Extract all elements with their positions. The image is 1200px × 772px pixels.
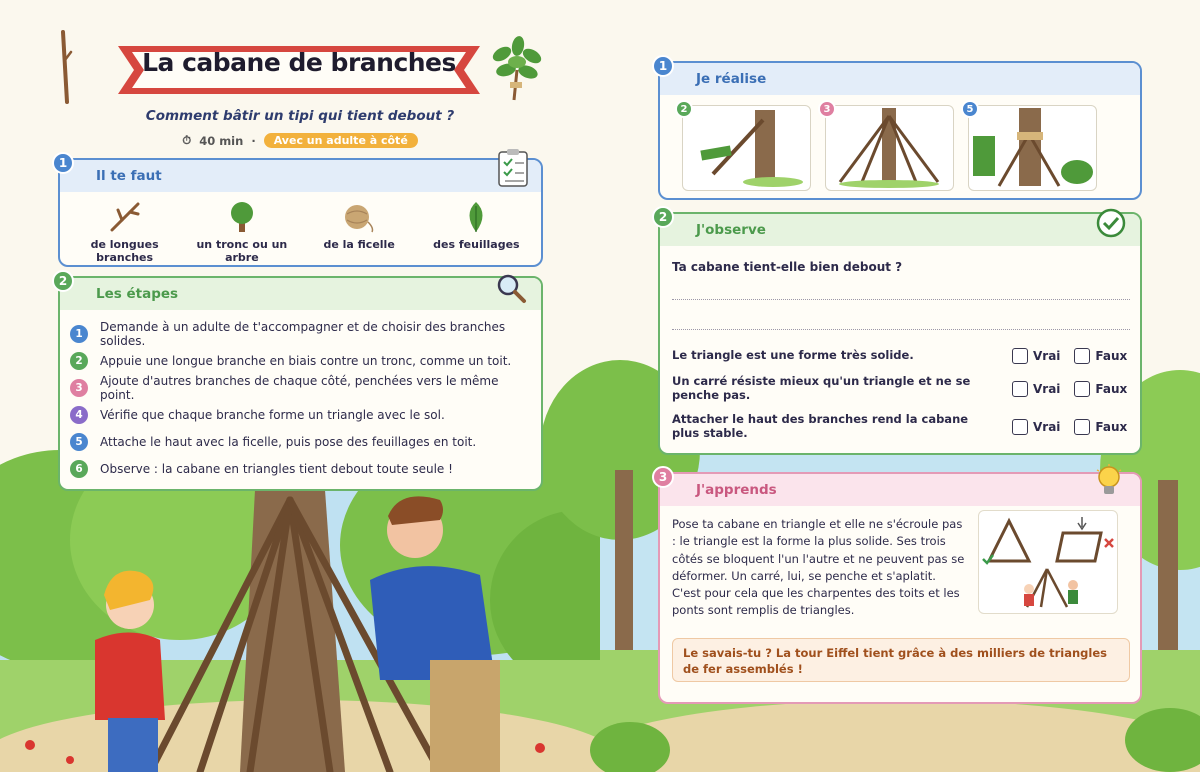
panel-number: 1 <box>52 152 74 174</box>
step-item: 2 Appuie une longue branche en biais contre un tronc, comme un toit. <box>70 347 529 374</box>
tree-icon <box>225 200 259 234</box>
learn-text: Pose ta cabane en triangle et elle ne s'écroule pas : le triangle est la forme la plus solide. Ses trois côtés se bloquent l'un l'autre et ne peuvent pas se déformer. Un carré, lui, se penche et s'aplatit. C'est pour cela que les charpentes des toits et les ponts sont remplis de triangles. <box>672 517 965 618</box>
page-title: La cabane de branches <box>142 48 456 77</box>
branch-icon <box>108 200 142 234</box>
tipi-frame-illustration <box>826 106 952 189</box>
check-circle-icon <box>1096 208 1126 238</box>
observe-question: Ta cabane tient-elle bien debout ? <box>672 260 903 274</box>
magnifier-icon <box>495 272 527 304</box>
true-checkbox[interactable] <box>1012 348 1028 364</box>
true-false-row: Le triangle est une forme très solide. Vrai Faux <box>672 348 1128 363</box>
material-item: des feuillages <box>421 200 531 264</box>
realise-panel <box>658 61 1142 200</box>
illustration-thumb <box>968 105 1097 191</box>
statement-text: Un carré résiste mieux qu'un triangle et ne se penche pas. <box>672 374 971 402</box>
fun-fact-box: Le savais-tu ? La tour Eiffel tient grâce à des milliers de triangles de fer assemblés ! <box>672 638 1130 682</box>
thumb-number: 3 <box>818 100 836 118</box>
tying-illustration <box>969 106 1095 189</box>
step-item: 4 Vérifie que chaque branche forme un triangle avec le sol. <box>70 401 529 428</box>
meta-row <box>140 133 460 148</box>
materials-panel <box>58 158 543 267</box>
step-item: 6 Observe : la cabane en triangles tient debout toute seule ! <box>70 455 529 482</box>
statement-text: Le triangle est une forme très solide. <box>672 348 914 363</box>
material-item: de longues branches <box>70 200 180 264</box>
true-checkbox[interactable] <box>1012 381 1028 397</box>
observe-panel <box>658 212 1142 455</box>
stick-decoration <box>58 30 74 106</box>
checklist-icon <box>497 148 531 188</box>
true-checkbox[interactable] <box>1012 419 1028 435</box>
string-ball-icon <box>342 200 376 234</box>
illustration-thumb <box>682 105 811 191</box>
thumb-number: 5 <box>961 100 979 118</box>
step-number: 3 <box>70 379 88 397</box>
illustration-thumb <box>825 105 954 191</box>
step-item: 5 Attache le haut avec la ficelle, puis pose des feuillages en toit. <box>70 428 529 455</box>
learn-panel <box>658 472 1142 704</box>
false-checkbox[interactable] <box>1074 419 1090 435</box>
statement-text: Attacher le haut des branches rend la cabane plus stable. <box>672 412 969 440</box>
triangle-vs-square-figure <box>978 510 1118 614</box>
answer-line[interactable] <box>672 300 1130 330</box>
duration-label: 40 min <box>199 133 244 148</box>
timer-icon: ⏱ <box>182 133 192 147</box>
lightbulb-icon <box>1096 464 1122 498</box>
page-subtitle: Comment bâtir un tipi qui tient debout ? <box>145 108 455 124</box>
steps-heading: Les étapes <box>60 278 541 310</box>
realise-heading: Je réalise <box>660 63 1140 95</box>
step-number: 6 <box>70 460 88 478</box>
steps-panel <box>58 276 543 491</box>
panel-number: 3 <box>652 466 674 488</box>
true-false-row: Attacher le haut des branches rend la cabane plus stable. Vrai Faux <box>672 412 1128 440</box>
adult-badge: Avec un adulte à côté <box>264 133 418 148</box>
step-number: 5 <box>70 433 88 451</box>
materials-heading: Il te faut <box>60 160 541 192</box>
panel-number: 2 <box>652 206 674 228</box>
material-item: de la ficelle <box>304 200 414 264</box>
true-false-row: Un carré résiste mieux qu'un triangle et ne se penche pas. Vrai Faux <box>672 374 1128 402</box>
learn-heading: J'apprends <box>660 474 1140 506</box>
step-number: 1 <box>70 325 88 343</box>
answer-line[interactable] <box>672 274 1130 300</box>
step-number: 2 <box>70 352 88 370</box>
meta-separator: · <box>251 133 256 148</box>
step-number: 4 <box>70 406 88 424</box>
step-item: 1 Demande à un adulte de t'accompagner et de choisir des branches solides. <box>70 320 529 347</box>
step-item: 3 Ajoute d'autres branches de chaque côté, penchées vers le même point. <box>70 374 529 401</box>
panel-number: 2 <box>52 270 74 292</box>
panel-number: 1 <box>652 55 674 77</box>
thumb-number: 2 <box>675 100 693 118</box>
leaf-bundle-icon <box>484 30 548 104</box>
false-checkbox[interactable] <box>1074 381 1090 397</box>
leaf-icon <box>459 200 493 234</box>
steps-list <box>60 310 541 482</box>
material-item: un tronc ou un arbre <box>187 200 297 264</box>
observe-heading: J'observe <box>660 214 1140 246</box>
false-checkbox[interactable] <box>1074 348 1090 364</box>
lean-branch-illustration <box>683 106 809 189</box>
